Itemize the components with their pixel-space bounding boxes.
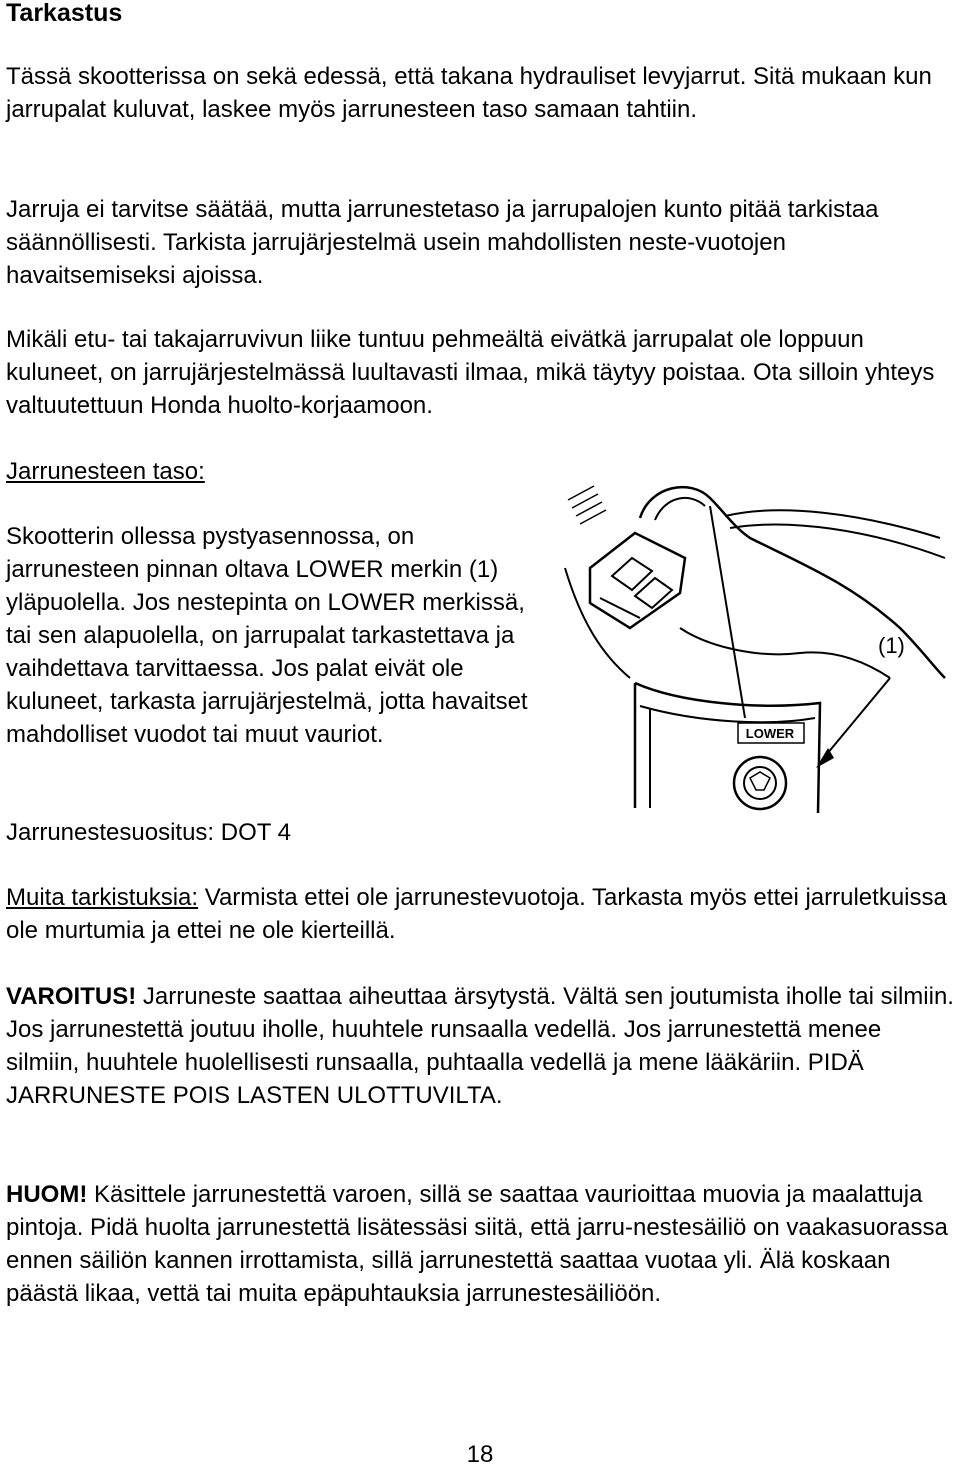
other-checks-label: Muita tarkistuksia: <box>6 884 199 911</box>
paragraph-other-checks <box>6 881 956 947</box>
paragraph-adjustment: Jarruja ei tarvitse säätää, mutta jarrunestetaso ja jarrupalojen kunto pitää tarkistaa säännöllisesti. Tarkista jarrujärjestelmä usein mahdollisten neste-vuotojen havaitsemiseksi ajoissa. <box>6 196 879 289</box>
paragraph-intro: Tässä skootterissa on sekä edessä, että takana hydrauliset levyjarrut. Sitä mukaan kun jarrupalat kuluvat, laskee myös jarrunesteen taso samaan tahtiin. <box>6 63 932 123</box>
warning-text: Jarruneste saattaa aiheuttaa ärsytystä. Vältä sen joutumista iholle tai silmiin. Jos jarrunestettä joutuu iholle, huuhtele runsaalla vedellä. Jos jarrunestettä menee silmiin, huuhtele huolellisesti runsaalla, puhtaalla vedellä ja mene lääkäriin. PIDÄ JARRUNESTE POIS LASTEN ULOTTUVILTA. <box>6 983 954 1109</box>
callout-label: (1) <box>878 633 905 658</box>
page-number: 18 <box>466 1441 494 1468</box>
paragraph-fluid-level: Skootterin ollessa pystyasennossa, on jarrunesteen pinnan oltava LOWER merkin (1) yläpuolella. Jos nestepinta on LOWER merkissä, tai sen alapuolella, on jarrupalat tarkastettava ja vaihdettava tarvittaessa. Jos palat eivät ole kuluneet, tarkasta jarrujärjestelmä, jotta havaitset mahdolliset vuodot tai muut vauriot. <box>6 523 528 748</box>
reservoir-drawing <box>560 478 960 823</box>
reservoir-illustration <box>560 478 960 823</box>
note-label: HUOM! <box>6 1181 88 1208</box>
lower-marking-label: LOWER <box>745 726 795 741</box>
paragraph-air-in-system: Mikäli etu- tai takajarruvivun liike tuntuu pehmeältä eivätkä jarrupalat ole loppuun kuluneet, on jarrujärjestelmässä luultavasti ilmaa, mikä täytyy poistaa. Ota silloin yhteys valtuutettuun Honda huolto-korjaamoon. <box>6 326 935 419</box>
paragraph-note <box>6 1178 956 1310</box>
subheading-fluid-level: Jarrunesteen taso: <box>6 458 205 485</box>
warning-label: VAROITUS! <box>6 983 137 1010</box>
paragraph-warning <box>6 980 954 1112</box>
note-text: Käsittele jarrunestettä varoen, sillä se saattaa vaurioittaa muovia ja maalattuja pintoja. Pidä huolta jarrunestettä lisätessäsi siitä, että jarru-nestesäiliö on vaakasuorassa ennen säiliön kannen irrottamista, sillä jarrunestettä saattaa vuotaa yli. Älä koskaan päästä likaa, vettä tai muita epäpuhtauksia jarrunestesäiliöön. <box>6 1181 948 1307</box>
section-title: Tarkastus <box>6 0 123 27</box>
other-checks-text: Varmista ettei ole jarrunestevuotoja. Tarkasta myös ettei jarruletkuissa ole murtumia ja ettei ne ole kierteillä. <box>6 884 947 944</box>
fluid-recommendation: Jarrunestesuositus: DOT 4 <box>6 819 292 846</box>
